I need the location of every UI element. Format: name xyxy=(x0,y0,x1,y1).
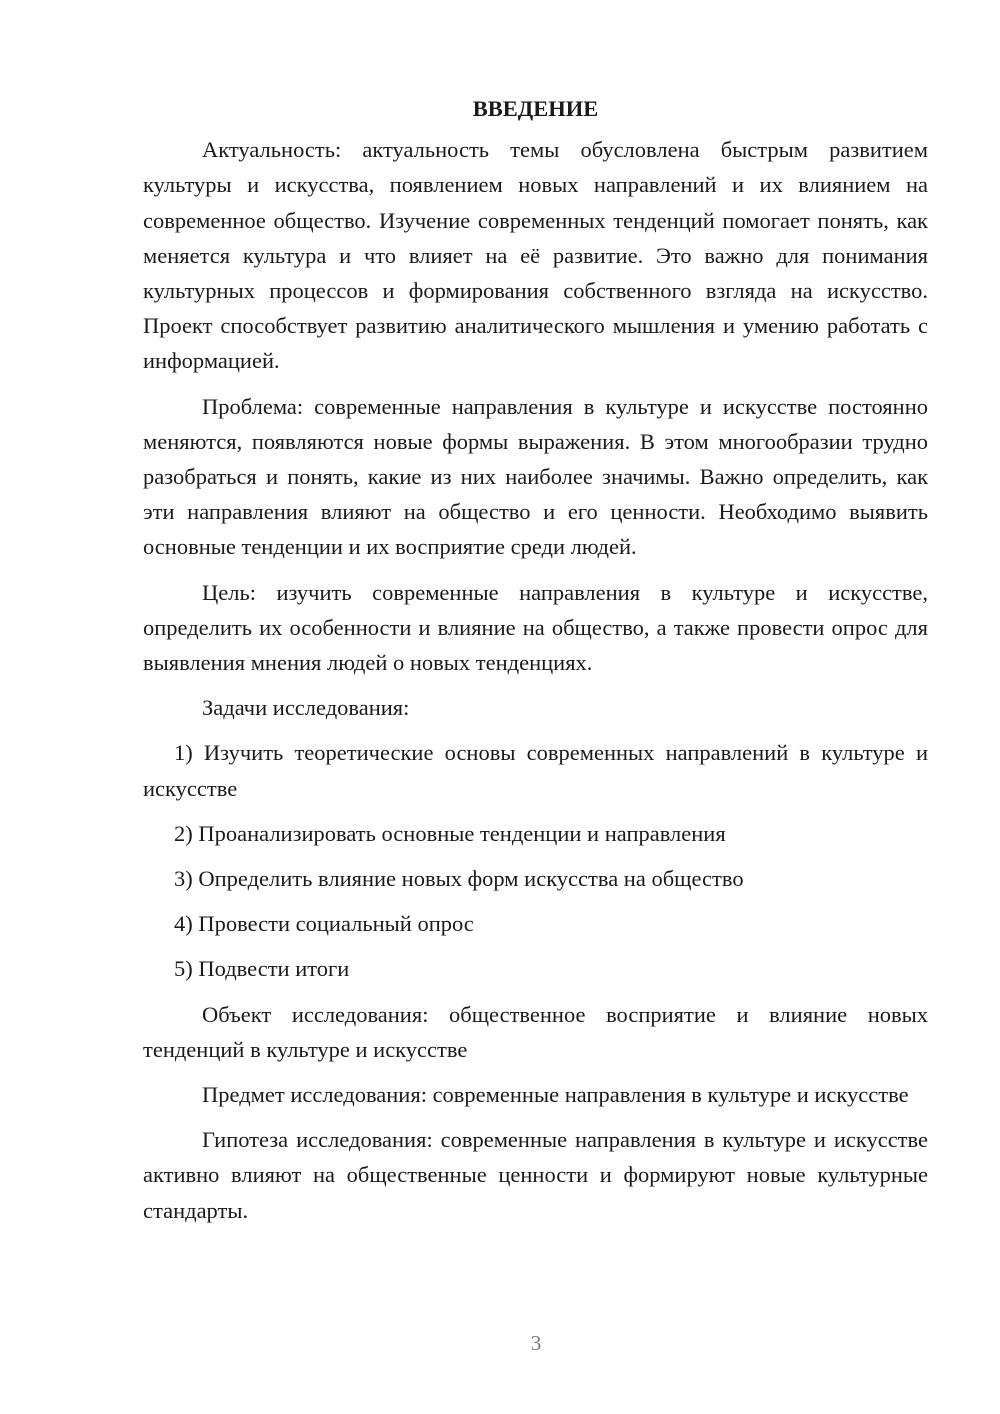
paragraph-goal: Цель: изучить современные направления в культуре и искусстве, определить их особенности и влияние на общество, а также провести опрос для выявления мнения людей о новых тенденциях. xyxy=(143,579,928,676)
task-item-5: 5) Подвести итоги xyxy=(174,956,350,982)
task-item-2: 2) Проанализировать основные тенденции и направления xyxy=(174,820,726,846)
paragraph-object: Объект исследования: общественное восприятие и влияние новых тенденций в культуре и искусстве xyxy=(143,1001,928,1062)
paragraph-relevance: Актуальность: актуальность темы обусловлена быстрым развитием культуры и искусства, появлением новых направлений и их влиянием на современное общество. Изучение современных тенденций помогает понять, как меняется культура и что влияет на её развитие. Это важно для понимания культурных процессов и формирования собственного взгляда на искусство. Проект способствует развитию аналитического мышления и умению работать с информацией. xyxy=(143,137,928,374)
paragraph-hypothesis: Гипотеза исследования: современные направления в культуре и искусстве активно влияют на общественные ценности и формируют новые культурные стандарты. xyxy=(143,1127,928,1223)
paragraph-subject: Предмет исследования: современные направления в культуре и искусстве xyxy=(202,1082,909,1108)
paragraph-problem: Проблема: современные направления в культуре и искусстве постоянно меняются, появляются новые формы выражения. В этом многообразии трудно разобраться и понять, какие из них наиболее значимы. Важно определить, как эти направления влияют на общество и его ценности. Необходимо выявить основные тенденции и их восприятие среди людей. xyxy=(143,393,928,560)
tasks-heading: Задачи исследования: xyxy=(202,695,410,721)
page-title: ВВЕДЕНИЕ xyxy=(472,96,599,121)
page-content xyxy=(143,91,928,1228)
task-item-4: 4) Провести социальный опрос xyxy=(174,911,474,937)
page-number: 3 xyxy=(530,1331,542,1355)
task-item-3: 3) Определить влияние новых форм искусства на общество xyxy=(174,866,744,892)
task-item-1: 1) Изучить теоретические основы современных направлений в культуре и искусстве xyxy=(143,740,928,801)
